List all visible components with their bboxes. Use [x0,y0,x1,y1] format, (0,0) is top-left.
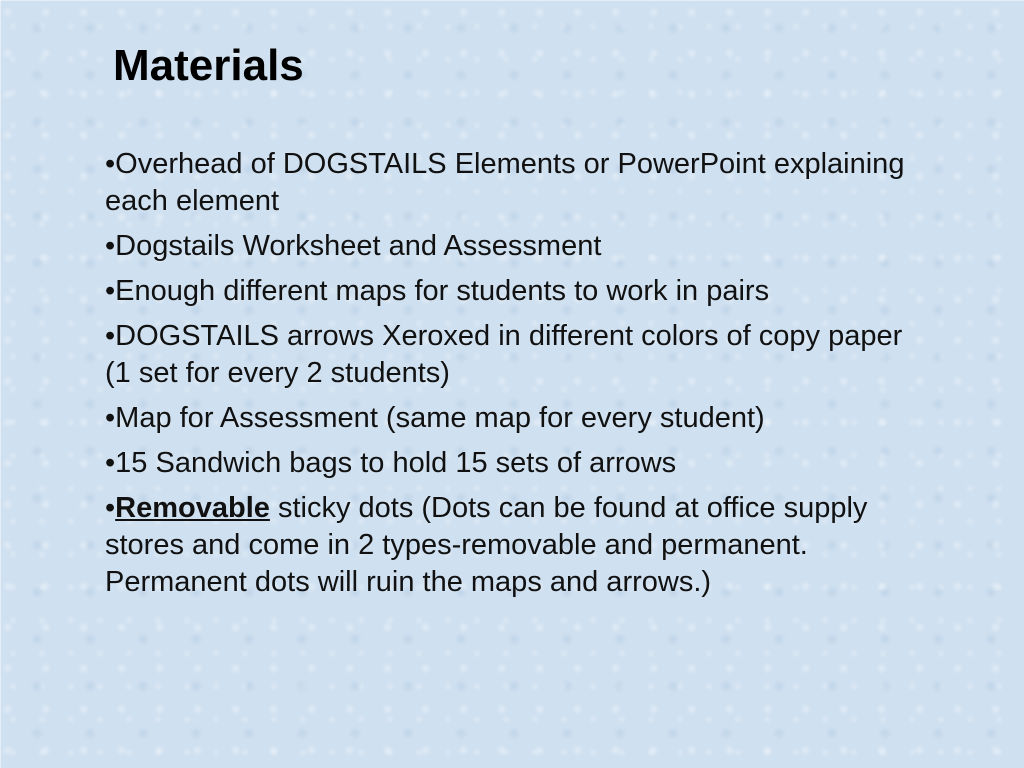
bullet-text: sticky dots (Dots can be found at office supply stores and come in 2 types-removable and permanent. Permanent dots will ruin the maps and arrows.) [105,492,868,598]
list-item [105,146,915,220]
bullet-text: 15 Sandwich bags to hold 15 sets of arrows [115,447,677,479]
list-item [105,318,915,392]
bullet-text: Enough different maps for students to work in pairs [115,275,770,307]
bullet-text: Dogstails Worksheet and Assessment [115,230,602,262]
list-item [105,228,915,265]
list-item [105,445,915,482]
bullet-marker: • [105,447,116,479]
materials-list [105,146,915,609]
list-item [105,490,915,601]
bullet-text: Overhead of DOGSTAILS Elements or PowerPoint explaining each element [105,148,905,217]
bullet-marker: • [105,148,116,180]
bullet-marker: • [105,320,116,352]
slide-title: Materials [113,41,304,90]
emphasis-text: Removable [115,492,270,524]
bullet-marker: • [105,230,116,262]
bullet-text: Map for Assessment (same map for every student) [115,402,765,434]
bullet-text: DOGSTAILS arrows Xeroxed in different colors of copy paper (1 set for every 2 students) [105,320,903,389]
list-item [105,400,915,437]
list-item [105,273,915,310]
bullet-marker: • [105,275,116,307]
bullet-marker: • [105,402,116,434]
bullet-marker: • [105,492,116,524]
